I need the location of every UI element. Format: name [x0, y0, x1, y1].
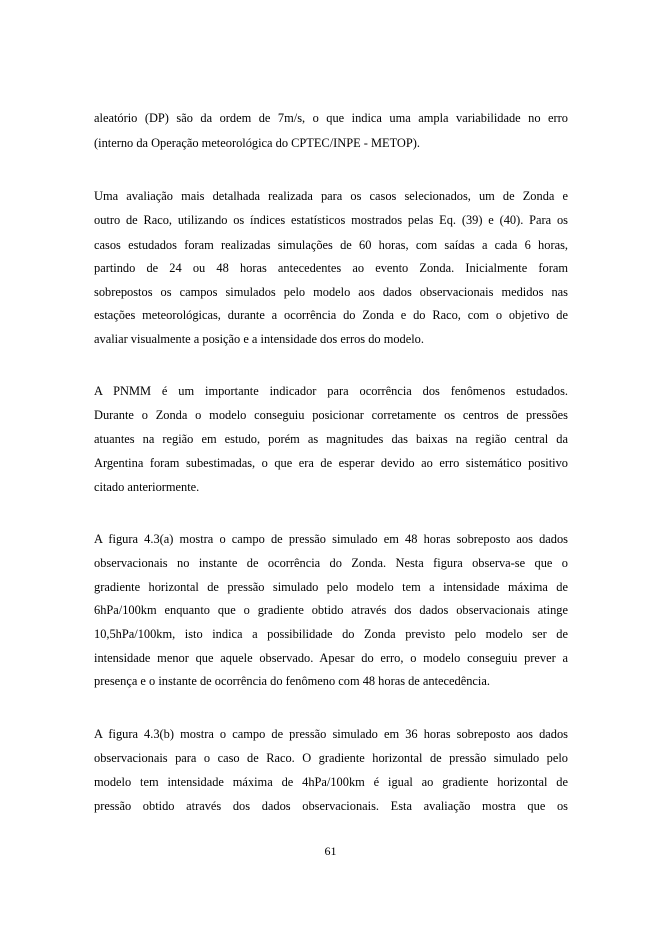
- text-line: outro de Raco, utilizando os índices estatísticos mostrados pelas Eq. (39) e (40). Para os: [94, 213, 568, 227]
- text-line: A figura 4.3(a) mostra o campo de pressão simulado em 48 horas sobreposto aos dados: [94, 532, 568, 546]
- text-line: observacionais no instante de ocorrência do Zonda. Nesta figura observa-se que o: [94, 556, 568, 570]
- text-line: casos estudados foram realizadas simulações de 60 horas, com saídas a cada 6 horas,: [94, 238, 568, 252]
- text-line: citado anteriormente.: [94, 480, 200, 494]
- text-line: Durante o Zonda o modelo conseguiu posicionar corretamente os centros de pressões: [94, 408, 568, 422]
- text-line: modelo tem intensidade máxima de 4hPa/100km é igual ao gradiente horizontal de: [94, 775, 568, 789]
- text-line: 6hPa/100km enquanto que o gradiente obtido através dos dados observacionais atinge: [94, 603, 568, 617]
- page-number: 61: [324, 844, 337, 858]
- text-line: partindo de 24 ou 48 horas antecedentes ao evento Zonda. Inicialmente foram: [94, 261, 568, 275]
- text-line: observacionais para o caso de Raco. O gradiente horizontal de pressão simulado pelo: [94, 751, 568, 765]
- text-line: avaliar visualmente a posição e a intensidade dos erros do modelo.: [94, 332, 424, 346]
- text-line: gradiente horizontal de pressão simulado pelo modelo tem a intensidade máxima de: [94, 580, 568, 594]
- text-line: 10,5hPa/100km, isto indica a possibilidade do Zonda previsto pelo modelo ser de: [94, 627, 568, 641]
- text-line: intensidade menor que aquele observado. Apesar do erro, o modelo conseguiu prever a: [94, 651, 568, 665]
- text-line: aleatório (DP) são da ordem de 7m/s, o que indica uma ampla variabilidade no erro: [94, 111, 568, 125]
- text-line: pressão obtido através dos dados observacionais. Esta avaliação mostra que os: [94, 799, 568, 813]
- text-line: estações meteorológicas, durante a ocorrência do Zonda e do Raco, com o objetivo de: [94, 308, 568, 322]
- text-line: sobrepostos os campos simulados pelo modelo aos dados observacionais medidos nas: [94, 285, 568, 299]
- text-line: presença e o instante de ocorrência do fenômeno com 48 horas de antecedência.: [94, 674, 490, 688]
- text-line: Uma avaliação mais detalhada realizada para os casos selecionados, um de Zonda e: [94, 189, 568, 203]
- text-line: atuantes na região em estudo, porém as magnitudes das baixas na região central da: [94, 432, 568, 446]
- text-line: (interno da Operação meteorológica do CPTEC/INPE - METOP).: [94, 136, 420, 150]
- text-line: A PNMM é um importante indicador para ocorrência dos fenômenos estudados.: [94, 384, 568, 398]
- text-line: Argentina foram subestimadas, o que era de esperar devido ao erro sistemático positivo: [94, 456, 568, 470]
- text-line: A figura 4.3(b) mostra o campo de pressão simulado em 36 horas sobreposto aos dados: [94, 727, 568, 741]
